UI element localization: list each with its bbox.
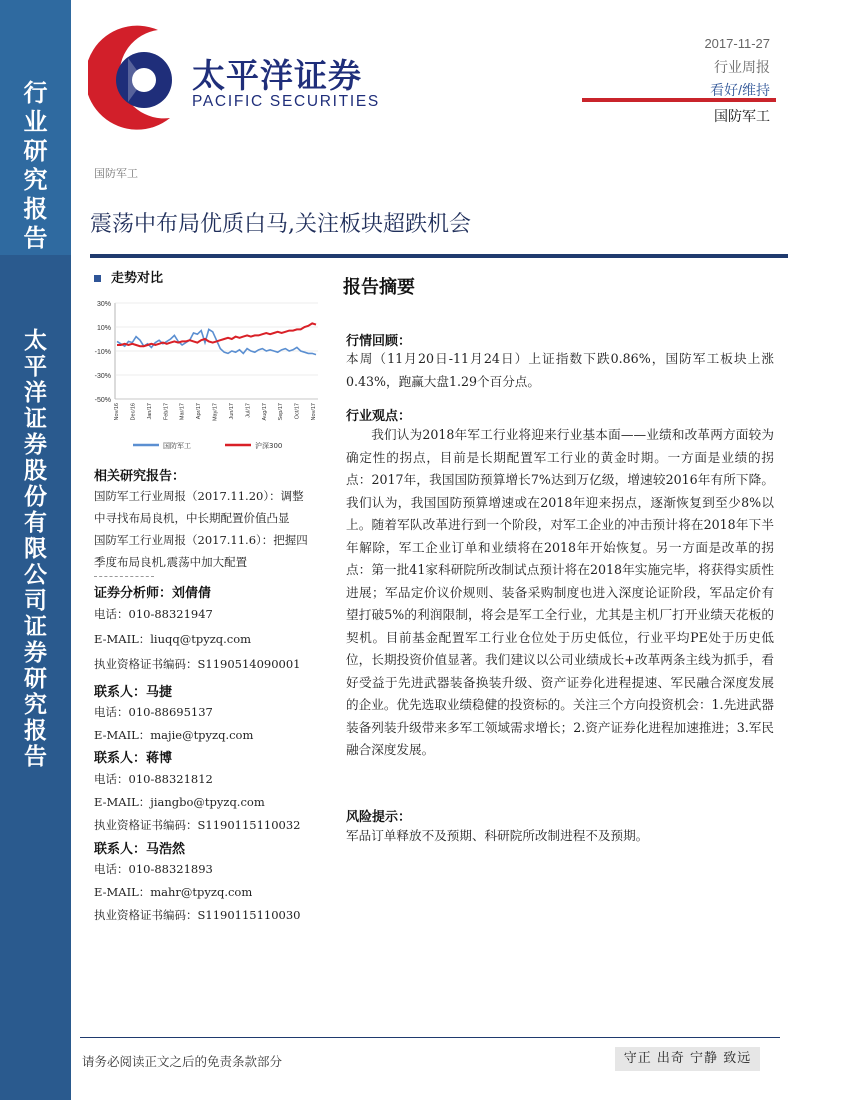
contact-email: E-MAIL：jiangbo@tpyzq.com bbox=[94, 795, 265, 809]
contact-heading: 联系人：马浩然 bbox=[94, 842, 186, 857]
x-tick-label: May/17 bbox=[212, 403, 219, 422]
x-tick-label: Mar/17 bbox=[179, 403, 186, 421]
contact-cert: 执业资格证书编码：S1190115110030 bbox=[94, 908, 301, 922]
y-tick-label: -10% bbox=[94, 349, 111, 356]
sidebar bbox=[0, 0, 71, 1100]
x-tick-label: Sep/17 bbox=[278, 403, 285, 421]
legend-label: 沪深300 bbox=[255, 442, 283, 450]
title-divider bbox=[90, 254, 788, 258]
trend-heading bbox=[94, 267, 163, 286]
y-tick-label: 10% bbox=[96, 325, 111, 332]
review-paragraph: 本周（11月20日-11月24日）上证指数下跌0.86%，国防军工板块上涨0.43%，跑赢大盘1.29个百分点。 bbox=[346, 351, 774, 389]
analyst-phone: 电话：010-88321947 bbox=[94, 607, 213, 621]
sidebar-char: 证 bbox=[24, 613, 47, 640]
sidebar-char: 研 bbox=[23, 136, 48, 165]
dashed-divider bbox=[94, 576, 154, 577]
contact-heading: 联系人：马捷 bbox=[94, 685, 173, 700]
related-line: 季度布局良机,震荡中加大配置 bbox=[94, 555, 248, 569]
sector-tag: 国防军工 bbox=[94, 167, 138, 180]
sidebar-char: 告 bbox=[23, 223, 48, 252]
sidebar-char: 究 bbox=[24, 691, 47, 718]
sidebar-char: 报 bbox=[24, 717, 47, 744]
related-line: 国防军工行业周报（2017.11.6）：把握四 bbox=[94, 533, 308, 547]
view-heading: 行业观点： bbox=[346, 409, 412, 424]
logo-english-name: PACIFIC SECURITIES bbox=[192, 93, 380, 110]
y-tick-label: -30% bbox=[94, 373, 111, 380]
sidebar-char: 证 bbox=[24, 405, 47, 432]
x-tick-label: Nov/16 bbox=[114, 403, 120, 421]
trend-chart bbox=[88, 293, 328, 455]
contact-phone: 电话：010-88321893 bbox=[94, 862, 213, 876]
contact-heading: 联系人：蒋博 bbox=[94, 751, 173, 766]
x-tick-label: Apr/17 bbox=[196, 403, 203, 420]
sidebar-char: 业 bbox=[23, 107, 48, 136]
y-tick-label: -50% bbox=[94, 397, 111, 404]
footer-divider bbox=[80, 1037, 780, 1038]
page-title: 震荡中布局优质白马,关注板块超跌机会 bbox=[90, 212, 471, 237]
bullet-square-icon bbox=[94, 275, 101, 282]
summary-heading: 报告摘要 bbox=[343, 277, 415, 298]
x-tick-label: Aug/17 bbox=[261, 403, 268, 421]
sidebar-char: 究 bbox=[23, 165, 48, 194]
trend-heading-text: 走势对比 bbox=[111, 271, 164, 286]
sidebar-char: 券 bbox=[24, 639, 47, 666]
contact-email: E-MAIL：majie@tpyzq.com bbox=[94, 728, 254, 742]
related-heading: 相关研究报告： bbox=[94, 469, 186, 484]
sidebar-char: 限 bbox=[24, 535, 47, 562]
x-tick-label: Oct/17 bbox=[294, 403, 301, 420]
sidebar-char: 太 bbox=[24, 327, 47, 354]
sidebar-char: 司 bbox=[24, 587, 47, 614]
risk-paragraph: 军品订单释放不及预期、科研院所改制进程不及预期。 bbox=[346, 828, 649, 843]
sidebar-char: 行 bbox=[23, 78, 48, 107]
view-paragraph: 我们认为2018年军工行业将迎来行业基本面——业绩和改革两方面较为确定性的拐点，目前是长期配置军工行业的黄金时期。一方面是业绩的拐点：2017年，我国国防预算增长7%达到万亿级，增速较2016年有所下降。我们认为，我国国防预算增速或在2018年迎来拐点，逐渐恢复到至少8%以上。随着军队改革进行到一个阶段，对军工企业的冲击预计将在2018年下半年解除，军工企业订单和业绩将在2018年开始恢复。另一方面是改革的拐点：第一批41家科研院所改制试点预计将在2018年实施完毕，将获得实质性进展；军品定价议价规则、装备采购制度也进入深度论证阶段，军品定价有望打破5%的利润限制，将会是军工全行业，尤其是主机厂打开业绩天花板的契机。目前基金配置军工行业仓位处于历史低位，行业平均PE处于历史低位，长期投资价值显著。我们建议以公司业绩成长+改革两条主线为抓手，看好受益于先进武器装备换装升级、资产证券化进程提速、军民融合深度发展的企业。优先选取业绩稳健的投资标的。关注三个方向投资机会：1.先进武器装备列装升级带来多军工领域需求增长；2.资产证券化进程加速推进；3.军民融合深度发展。 bbox=[346, 427, 774, 757]
x-tick-label: Jan/17 bbox=[146, 403, 153, 420]
sidebar-char: 股 bbox=[24, 457, 47, 484]
sidebar-char: 有 bbox=[24, 509, 47, 536]
sidebar-char: 研 bbox=[24, 665, 47, 692]
sidebar-char: 报 bbox=[23, 194, 48, 223]
pacific-logo-icon bbox=[88, 18, 178, 136]
logo-chinese-name: 太平洋证券 bbox=[192, 56, 362, 95]
contact-email: E-MAIL：mahr@tpyzq.com bbox=[94, 885, 253, 899]
review-heading: 行情回顾： bbox=[346, 334, 412, 349]
sidebar-char: 公 bbox=[24, 561, 47, 588]
sidebar-report-type-vertical bbox=[0, 78, 71, 252]
related-line: 国防军工行业周报（2017.11.20）：调整 bbox=[94, 489, 304, 503]
x-tick-label: Dec/16 bbox=[130, 403, 137, 421]
x-tick-label: Nov/17 bbox=[311, 403, 317, 421]
report-type: 行业周报 bbox=[714, 59, 770, 75]
company-motto: 守正 出奇 宁静 致远 bbox=[615, 1047, 760, 1071]
disclaimer-note: 请务必阅读正文之后的免责条款部分 bbox=[82, 1054, 283, 1069]
x-tick-label: Feb/17 bbox=[163, 403, 170, 421]
sidebar-char: 券 bbox=[24, 431, 47, 458]
x-tick-label: Jul/17 bbox=[245, 403, 252, 418]
y-tick-label: 30% bbox=[96, 301, 111, 308]
sidebar-char: 洋 bbox=[24, 379, 47, 406]
x-tick-label: Jun/17 bbox=[228, 403, 235, 420]
risk-heading: 风险提示： bbox=[346, 810, 412, 825]
contact-cert: 执业资格证书编码：S1190115110032 bbox=[94, 818, 301, 832]
sidebar-char: 告 bbox=[24, 743, 47, 770]
related-line: 中寻找布局良机，中长期配置价值凸显 bbox=[94, 511, 290, 525]
sidebar-company-vertical bbox=[0, 328, 71, 770]
report-date: 2017-11-27 bbox=[704, 36, 770, 51]
sidebar-char: 份 bbox=[24, 483, 47, 510]
sidebar-char: 平 bbox=[24, 353, 47, 380]
header-red-bar bbox=[582, 98, 776, 102]
legend-label: 国防军工 bbox=[163, 442, 191, 450]
analyst-cert: 执业资格证书编码：S1190514090001 bbox=[94, 657, 301, 671]
analyst-heading: 证券分析师：刘倩倩 bbox=[94, 586, 212, 601]
contact-phone: 电话：010-88321812 bbox=[94, 772, 213, 786]
analyst-email: E-MAIL：liuqq@tpyzq.com bbox=[94, 632, 252, 646]
rating-label: 看好/维持 bbox=[710, 82, 770, 98]
industry-label: 国防军工 bbox=[714, 108, 770, 124]
contact-phone: 电话：010-88695137 bbox=[94, 705, 213, 719]
